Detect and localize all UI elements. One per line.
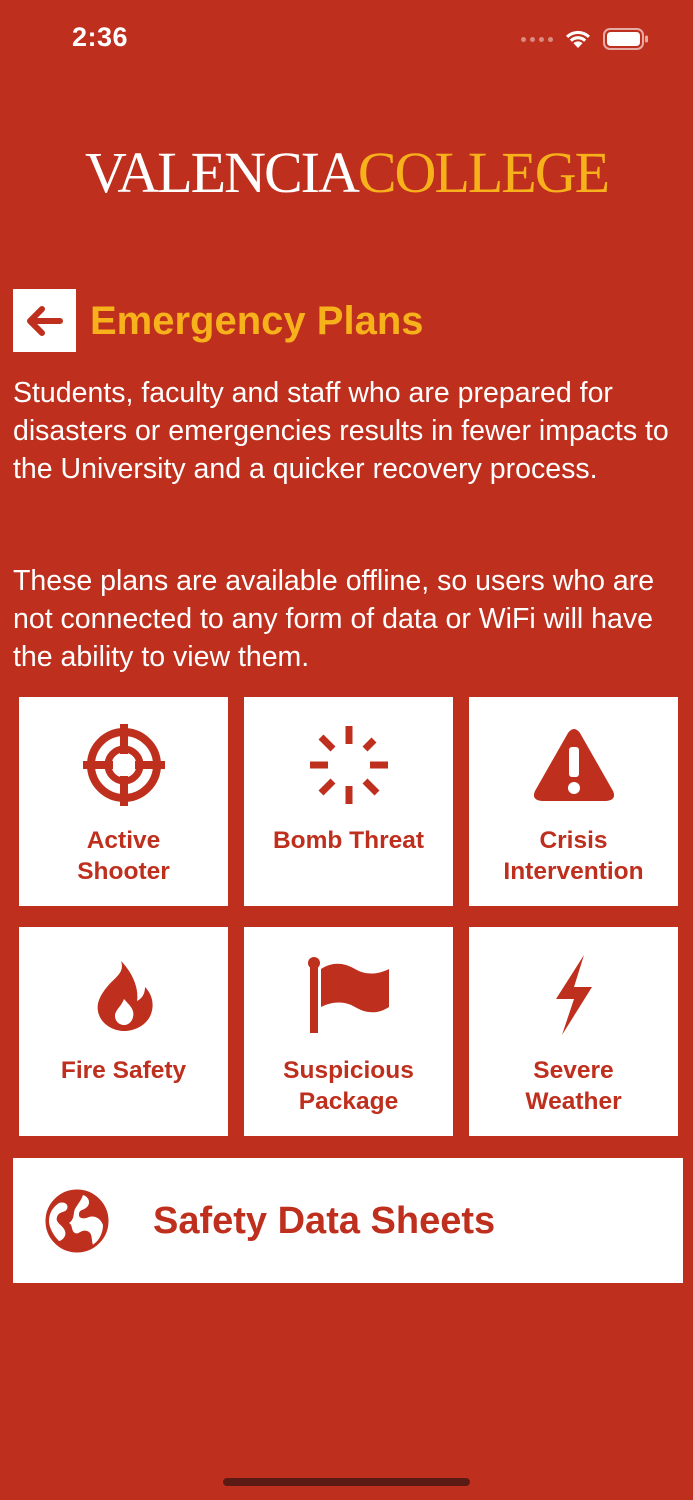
logo-text-valencia: VALENCIA: [84, 140, 358, 205]
plan-tile-active-shooter[interactable]: [19, 697, 228, 906]
plan-label-line-2: Weather: [525, 1088, 622, 1115]
plan-tile-label: [27, 1055, 220, 1086]
logo-text-college: COLLEGE: [357, 140, 609, 205]
plan-label-line-1: Bomb Threat: [272, 827, 425, 854]
description-paragraph-1: Students, faculty and staff who are prepared for disasters or emergencies results in fewer impacts to the University and a quicker recovery process.: [13, 377, 669, 485]
page-title: Emergency Plans: [90, 299, 424, 343]
plan-label-line-1: Crisis: [539, 827, 608, 854]
status-icons: [521, 28, 649, 50]
plan-tile-label: [252, 1055, 445, 1117]
plan-label-line-1: Fire Safety: [60, 1057, 187, 1084]
status-time: 2:36: [72, 22, 129, 52]
warning-icon: [533, 727, 615, 803]
plan-tile-label: [252, 825, 445, 856]
back-button[interactable]: [13, 289, 76, 352]
plan-label-line-2: Intervention: [503, 858, 644, 885]
plan-tile-severe-weather[interactable]: [469, 927, 678, 1136]
valencia-college-logo: [0, 138, 693, 208]
home-indicator[interactable]: [223, 1478, 470, 1486]
plan-label-line-1: Suspicious: [283, 1057, 414, 1084]
plan-tile-label: [477, 1055, 670, 1117]
flag-icon: [307, 957, 391, 1033]
plan-tile-crisis-intervention[interactable]: [469, 697, 678, 906]
plan-tile-bomb-threat[interactable]: [244, 697, 453, 906]
cellular-signal-icon: [521, 37, 553, 42]
flame-icon: [91, 959, 157, 1031]
plan-label-line-1: Active: [86, 827, 161, 854]
plan-label-line-2: Shooter: [77, 858, 170, 885]
safety-data-sheets-button[interactable]: [13, 1158, 683, 1283]
globe-icon: [45, 1189, 109, 1253]
plan-tile-fire-safety[interactable]: [19, 927, 228, 1136]
plan-tile-label: [27, 825, 220, 887]
arrow-left-icon: [27, 306, 63, 336]
description-paragraph-2: These plans are available offline, so users who are not connected to any form of data or WiFi will have the ability to view them.: [13, 565, 655, 673]
wifi-icon: [563, 28, 593, 50]
status-bar: [0, 0, 693, 80]
burst-icon: [308, 724, 390, 806]
plan-label-line-2: Package: [298, 1088, 399, 1115]
lightning-icon: [554, 955, 594, 1035]
safety-data-sheets-label: Safety Data Sheets: [153, 1200, 496, 1242]
plan-label-line-1: Severe: [533, 1057, 614, 1084]
crosshair-icon: [83, 724, 165, 806]
plan-tile-label: [477, 825, 670, 887]
battery-icon: [603, 28, 649, 50]
plan-tile-suspicious-package[interactable]: [244, 927, 453, 1136]
